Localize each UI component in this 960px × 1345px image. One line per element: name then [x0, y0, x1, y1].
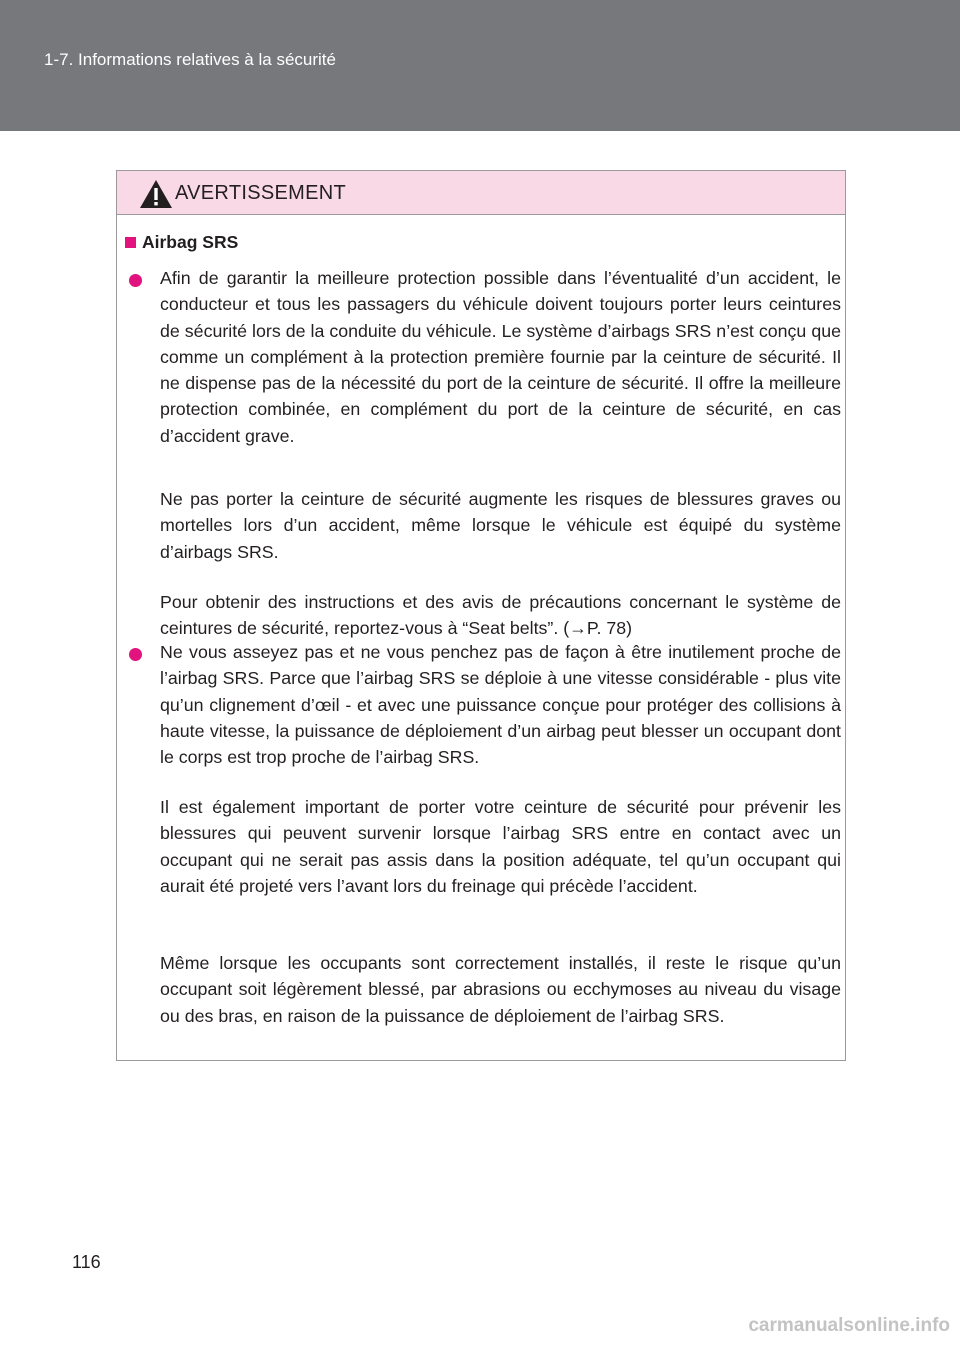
- watermark: carmanualsonline.info: [748, 1315, 950, 1336]
- bullet-dot-icon: [129, 274, 142, 287]
- paragraph: Ne vous asseyez pas et ne vous penchez pas de façon à être inutilement proche de l’airbag SRS. Parce que l’airbag SRS se déploie à une vitesse considérable - plus vite qu’un clignement d’œil - et avec une puissance conçue pour protéger des collisions à haute vitesse, la puissance de déploiement d’un airbag peut blesser un occupant dont le corps est trop proche de l’airbag SRS.: [160, 642, 841, 768]
- paragraph: Même lorsque les occupants sont correctement installés, il reste le risque qu’un occupant soit légèrement blessé, par abrasions ou ecchymoses au niveau du visage ou des bras, en raison de la puissance de déploiement de l’airbag SRS.: [160, 953, 841, 1026]
- warning-header: [117, 171, 845, 215]
- bullet-dot-icon: [129, 648, 142, 661]
- section-title: 1-7. Informations relatives à la sécurité: [44, 50, 336, 69]
- paragraph: Il est également important de porter votre ceinture de sécurité pour prévenir les blessures qui peuvent survenir lorsque l’airbag SRS entre en contact avec un occupant qui ne serait pas assis dans la position adéquate, tel qu’un occupant qui aurait été projeté vers l’avant lors du freinage qui précède l’accident.: [160, 797, 841, 896]
- warning-box: [116, 170, 846, 1061]
- paragraph: Pour obtenir des instructions et des avis de précautions concernant le système de ceintures de sécurité, reportez-vous à “Seat belts”. (→P. 78): [160, 592, 841, 639]
- paragraph: Ne pas porter la ceinture de sécurité augmente les risques de blessures graves ou mortelles lors d’un accident, même lorsque le véhicule est équipé du système d’airbags SRS.: [160, 489, 841, 562]
- page-header: [0, 0, 960, 131]
- square-bullet-icon: [125, 237, 136, 248]
- warning-title: AVERTISSEMENT: [175, 182, 346, 204]
- page-number: 116: [72, 1252, 101, 1272]
- section-heading: [125, 232, 238, 253]
- warning-triangle-icon: [139, 179, 173, 209]
- heading-text: Airbag SRS: [142, 232, 239, 252]
- paragraph: Afin de garantir la meilleure protection possible dans l’éventualité d’un accident, le conducteur et tous les passagers du véhicule doivent toujours porter leurs ceintures de sécurité lors de la conduite du véhicule. Le système d’airbags SRS n’est conçu que comme un complément à la protection première fournie par la ceinture de sécurité. Il ne dispense pas de la nécessité du port de la ceinture de sécurité. Il offre la meilleure protection combinée, en complément du port de la ceinture de sécurité, en cas d’accident grave.: [160, 268, 841, 446]
